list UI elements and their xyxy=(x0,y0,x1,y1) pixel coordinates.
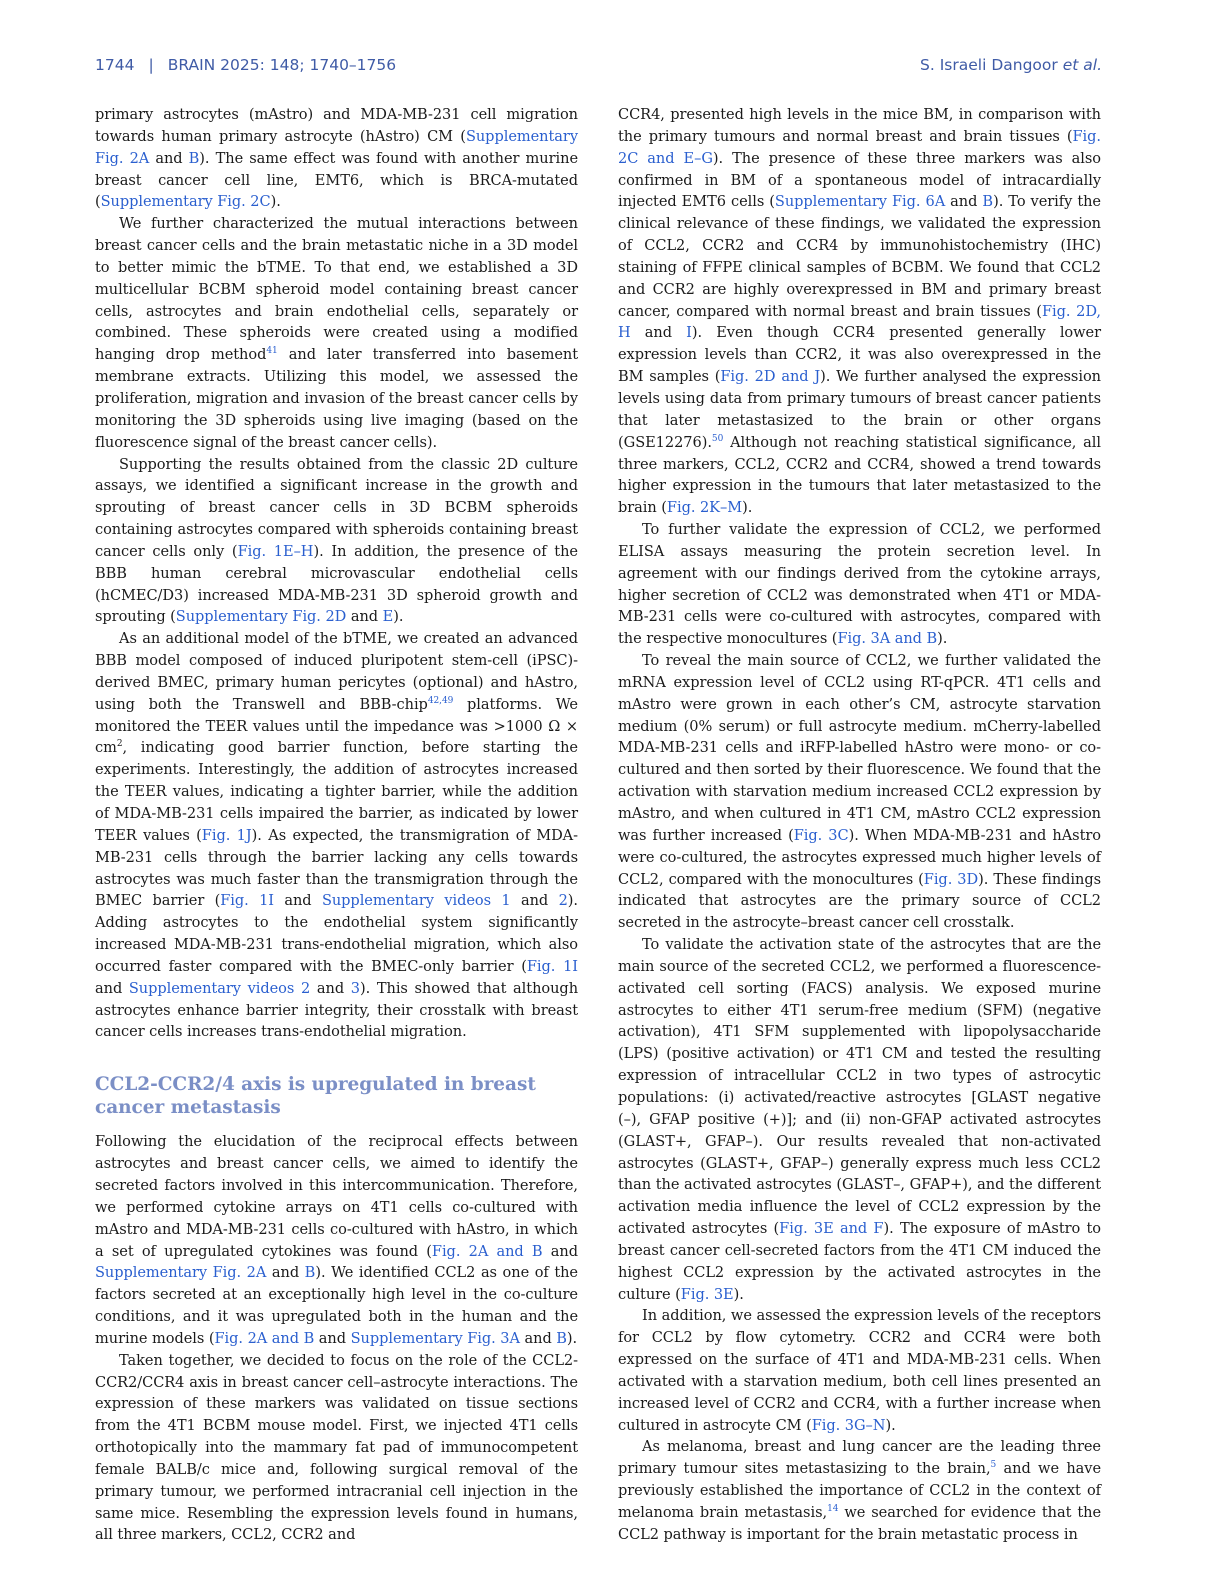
paragraph xyxy=(95,454,578,629)
text-run: and xyxy=(310,979,351,997)
figure-reference-link[interactable]: Supplementary Fig. 2C xyxy=(100,193,271,211)
text-run: ). These findings indicated that astrocytes are the primary source of CCL2 secreted in the astrocyte–breast cancer cell crosstalk. xyxy=(618,870,1102,932)
figure-reference-link[interactable]: I xyxy=(686,324,692,342)
reference-superscript[interactable]: 42,49 xyxy=(427,695,454,706)
text-run: ). We identified CCL2 as one of the factors secreted at an exceptionally high level in the co-culture conditions, and it was upregulated both in the human and the murine models ( xyxy=(95,1264,578,1347)
figure-reference-link[interactable]: B xyxy=(304,1264,316,1282)
text-run: To reveal the main source of CCL2, we further validated the mRNA expression level of CCL2 using RT-qPCR. 4T1 cells and mAstro were grown in each other’s CM, astrocyte starvation medium (0% serum) or full astrocyte medium. mCherry-labelled MDA-MB-231 cells and iRFP-labelled hAstro were mono- or co-cultured and then sorted by their fluorescence. We found that the activation with starvation medium increased CCL2 expression by mAstro, and when cultured in 4T1 CM, mAstro CCL2 expression was further increased ( xyxy=(618,652,1101,844)
text-run: primary astrocytes (mAstro) and MDA-MB-231 cell migration towards human primary astrocyte (hAstro) CM ( xyxy=(95,106,578,145)
figure-reference-link[interactable]: Supplementary videos 1 xyxy=(321,892,511,910)
text-run: and xyxy=(314,1329,351,1347)
figure-reference-link[interactable]: Fig. 1J xyxy=(201,826,252,844)
text-run: ). xyxy=(937,630,948,648)
figure-reference-link[interactable]: B xyxy=(982,193,994,211)
running-header xyxy=(95,56,1102,80)
header-left xyxy=(95,56,396,74)
text-run: ). When MDA-MB-231 and hAstro were co-cultured, the astrocytes expressed much higher levels of CCL2, compared with the monocultures ( xyxy=(618,826,1101,888)
figure-reference-link[interactable]: Supplementary Fig. 6A xyxy=(774,193,946,211)
text-run: and we have previously established the importance of CCL2 in the context of melanoma brain metastasis, xyxy=(618,1460,1102,1521)
figure-reference-link[interactable]: B xyxy=(556,1329,567,1347)
right-column xyxy=(618,104,1101,1546)
et-al: et al. xyxy=(1062,56,1102,74)
text-run: To further validate the expression of CCL2, we performed ELISA assays measuring the protein secretion level. In agreement with our findings derived from the cytokine arrays, higher secretion of CCL2 was demonstrated when 4T1 or MDA-MB-231 cells were co-cultured with astrocytes, compared with the respective monocultures ( xyxy=(618,521,1101,648)
text-run: To validate the activation state of the astrocytes that are the main source of the secreted CCL2, we performed a fluorescence-activated cell sorting (FACS) analysis. We exposed murine astrocytes to either 4T1 serum-free medium (SFM) (negative activation), 4T1 SFM supplemented with lipopolysaccharide (LPS) (positive activation) or 4T1 CM and tested the resulting expression of intracellular CCL2 in two types of astrocytic populations: (i) activated/reactive astrocytes [GLAST negative (–), GFAP positive (+)]; and (ii) non-GFAP activated astrocytes (GLAST+, GFAP–). Our results revealed that non-activated astrocytes (GLAST+, GFAP–) generally express much less CCL2 than the activated astrocytes (GLAST–, GFAP+), and the different activation media influence the level of CCL2 expression by the activated astrocytes ( xyxy=(618,936,1101,1238)
figure-reference-link[interactable]: Supplementary Fig. 2D xyxy=(175,608,347,626)
text-run: ). As expected, the transmigration of MDA-MB-231 cells through the barrier lacking any cells towards astrocytes was much faster than the transmigration through the BMEC barrier ( xyxy=(95,826,578,910)
figure-reference-link[interactable]: Supplementary videos 2 xyxy=(128,979,311,997)
reference-superscript[interactable]: 50 xyxy=(711,433,724,444)
paragraph xyxy=(95,213,578,453)
figure-reference-link[interactable]: 2 xyxy=(558,892,568,910)
text-run: ). The exposure of mAstro to breast cancer cell-secreted factors from the 4T1 CM induced the highest CCL2 expression by the activated astrocytes in the culture ( xyxy=(618,1220,1101,1303)
figure-reference-link[interactable]: E xyxy=(382,608,394,626)
figure-reference-link[interactable]: Fig. 2C and E–G xyxy=(618,127,1101,167)
text-run: ). Adding astrocytes to the endothelial system significantly increased MDA-MB-231 trans-endothelial migration, which also occurred faster compared with the BMEC-only barrier ( xyxy=(95,892,578,975)
figure-reference-link[interactable]: Fig. 1I xyxy=(526,957,578,975)
text-run: ). We further analysed the expression levels using data from primary tumours of breast cancer patients that later metastasized to the brain or other organs (GSE12276). xyxy=(618,368,1101,451)
journal-citation[interactable]: BRAIN 2025: 148; 1740–1756 xyxy=(167,56,397,74)
reference-superscript[interactable]: 14 xyxy=(827,1504,839,1514)
paragraph xyxy=(618,1305,1101,1436)
text-run: ). This showed that although astrocytes enhance barrier integrity, their crosstalk with breast cancer cells increases trans-endothelial migration. xyxy=(95,979,579,1041)
text-run: ). xyxy=(885,1416,896,1434)
text-run: ). xyxy=(733,1285,744,1303)
figure-reference-link[interactable]: Fig. 2K–M xyxy=(666,499,743,517)
figure-reference-link[interactable]: Fig. 3E xyxy=(680,1285,734,1303)
paragraph xyxy=(95,104,578,213)
text-run: and xyxy=(346,608,383,626)
figure-reference-link[interactable]: Fig. 1I xyxy=(220,892,274,910)
text-run: ). The same effect was found with another murine breast cancer cell line, EMT6, which is BRCA-mutated ( xyxy=(95,149,579,211)
text-run: In addition, we assessed the expression levels of the receptors for CCL2 by flow cytometry. CCR2 and CCR4 were both expressed on the surface of 4T1 and MDA-MB-231 cells. When activated with a starvation medium, both cell lines presented an increased level of CCR2 and CCR4, with a further increase when cultured in astrocyte CM ( xyxy=(618,1307,1101,1434)
figure-reference-link[interactable]: Fig. 3A and B xyxy=(837,630,938,648)
figure-reference-link[interactable]: Fig. 1E–H xyxy=(237,542,314,560)
paragraph xyxy=(95,1350,578,1547)
text-run: ). Even though CCR4 presented generally lower expression levels than CCR2, it was also overexpressed in the BM samples ( xyxy=(618,324,1101,386)
paragraph xyxy=(618,104,1101,519)
text-run: and xyxy=(542,1242,578,1260)
figure-reference-link[interactable]: Supplementary Fig. 3A xyxy=(350,1329,520,1347)
paragraph xyxy=(95,628,578,1043)
text-run: ). To verify the clinical relevance of these findings, we validated the expression of CCL2, CCR2 and CCR4 by immunohistochemistry (IHC) staining of FFPE clinical samples of BCBM. We found that CCL2 and CCR2 are highly overexpressed in BM and primary breast cancer, compared with normal breast and brain tissues ( xyxy=(618,193,1101,320)
author-name: S. Israeli Dangoor xyxy=(920,56,1058,74)
header-separator: | xyxy=(148,56,154,74)
text-run: ). xyxy=(742,499,753,517)
reference-superscript[interactable]: 41 xyxy=(266,346,278,357)
text-run: and xyxy=(95,979,129,997)
text-run: platforms. We monitored the TEER values until the impedance was >1000 Ω × cm xyxy=(95,695,578,757)
figure-reference-link[interactable]: Supplementary Fig. 2A xyxy=(95,1264,267,1282)
text-run: ). xyxy=(270,193,281,211)
figure-reference-link[interactable]: Fig. 3D xyxy=(923,870,979,888)
text-run: Supporting the results obtained from the classic 2D culture assays, we identified a significant increase in the growth and sprouting of breast cancer cells in 3D BCBM spheroids containing astrocytes compared with spheroids containing breast cancer cells only ( xyxy=(95,455,578,560)
paragraph xyxy=(618,519,1101,650)
figure-reference-link[interactable]: Fig. 2D and J xyxy=(720,368,821,386)
text-run: and xyxy=(519,1329,557,1347)
figure-reference-link[interactable]: Fig. 2D, H xyxy=(618,302,1101,342)
text-run: and xyxy=(945,193,983,211)
figure-reference-link[interactable]: Supplementary Fig. 2A xyxy=(95,127,578,167)
text-run: and xyxy=(630,324,687,342)
figure-reference-link[interactable]: Fig. 2A and B xyxy=(431,1242,543,1260)
text-run: We further characterized the mutual interactions between breast cancer cells and the brain metastatic niche in a 3D model to better mimic the bTME. To that end, we established a 3D multicellular BCBM spheroid model containing breast cancer cells, astrocytes and brain endothelial cells, separately or combined. These spheroids were created using a modified hanging drop method xyxy=(95,215,578,364)
text-run: ). The presence of these three markers was also confirmed in BM of a spontaneous model of intracardially injected EMT6 cells ( xyxy=(618,149,1101,211)
text-run: , indicating good barrier function, before starting the experiments. Interestingly, the addition of astrocytes increased the TEER values, indicating a tighter barrier, while the addition of MDA-MB-231 cells impaired the barrier, as indicated by lower TEER values ( xyxy=(95,739,578,844)
paragraph xyxy=(618,1436,1101,1545)
text-run: Although not reaching statistical significance, all three markers, CCL2, CCR2 and CCR4, showed a trend towards higher expression in the tumours that later metastasized to the brain ( xyxy=(618,433,1101,517)
superscript: 2 xyxy=(116,739,123,750)
reference-superscript[interactable]: 5 xyxy=(990,1460,997,1471)
figure-reference-link[interactable]: B xyxy=(188,149,200,167)
text-run: Following the elucidation of the reciprocal effects between astrocytes and breast cancer cells, we aimed to identify the secreted factors involved in this intercommunication. Therefore, we performed cytokine arrays on 4T1 cells co-cultured with mAstro and MDA-MB-231 cells co-cultured with hAstro, in which a set of upregulated cytokines was found ( xyxy=(95,1133,578,1260)
text-run: and xyxy=(266,1264,305,1282)
header-authors xyxy=(920,56,1102,74)
text-run: As melanoma, breast and lung cancer are the leading three primary tumour sites metastasizing to the brain, xyxy=(618,1438,1101,1478)
text-run: CCR4, presented high levels in the mice BM, in comparison with the primary tumours and normal breast and brain tissues ( xyxy=(618,106,1101,145)
text-run: and later transferred into basement membrane extracts. Utilizing this model, we assessed the proliferation, migration and invasion of the breast cancer cells by monitoring the 3D spheroids using live imaging (based on the fluorescence signal of the breast cancer cells). xyxy=(95,346,578,451)
text-run: and xyxy=(149,149,189,167)
text-run: ). xyxy=(393,608,404,626)
text-run: ). In addition, the presence of the BBB human cerebral microvascular endothelial cells (hCMEC/D3) increased MDA-MB-231 3D spheroid growth and sprouting ( xyxy=(95,542,578,626)
paragraph xyxy=(618,650,1101,934)
figure-reference-link[interactable]: 3 xyxy=(350,979,360,997)
figure-reference-link[interactable]: Fig. 3C xyxy=(793,826,849,844)
figure-reference-link[interactable]: Fig. 2A and B xyxy=(214,1329,315,1347)
paragraph xyxy=(618,934,1101,1305)
text-run: and xyxy=(274,892,322,910)
text-run: we searched for evidence that the CCL2 pathway is important for the brain metastatic process in xyxy=(618,1504,1101,1543)
text-run: Taken together, we decided to focus on the role of the CCL2-CCR2/CCR4 axis in breast cancer cell–astrocyte interactions. The expression of these markers was validated on tissue sections from the 4T1 BCBM mouse model. First, we injected 4T1 cells orthotopically into the mammary fat pad of immunocompetent female BALB/c mice and, following surgical removal of the primary tumour, we performed intracranial cell injection in the same mice. Resembling the expression levels found in humans, all three markers, CCL2, CCR2 and xyxy=(95,1351,578,1544)
text-run: As an additional model of the bTME, we created an advanced BBB model composed of induced pluripotent stem-cell (iPSC)-derived BMEC, primary human pericytes (optional) and hAstro, using both the Transwell and BBB-chip xyxy=(95,630,578,713)
paragraph xyxy=(95,1131,578,1349)
figure-reference-link[interactable]: Fig. 3E and F xyxy=(779,1220,884,1238)
section-heading: CCL2-CCR2/4 axis is upregulated in breast cancer metastasis xyxy=(95,1074,536,1118)
left-column xyxy=(95,104,578,1546)
text-run: and xyxy=(510,892,559,910)
text-run: ). xyxy=(566,1329,578,1347)
page-number: 1744 xyxy=(95,56,135,74)
figure-reference-link[interactable]: Fig. 3G–N xyxy=(811,1416,886,1434)
